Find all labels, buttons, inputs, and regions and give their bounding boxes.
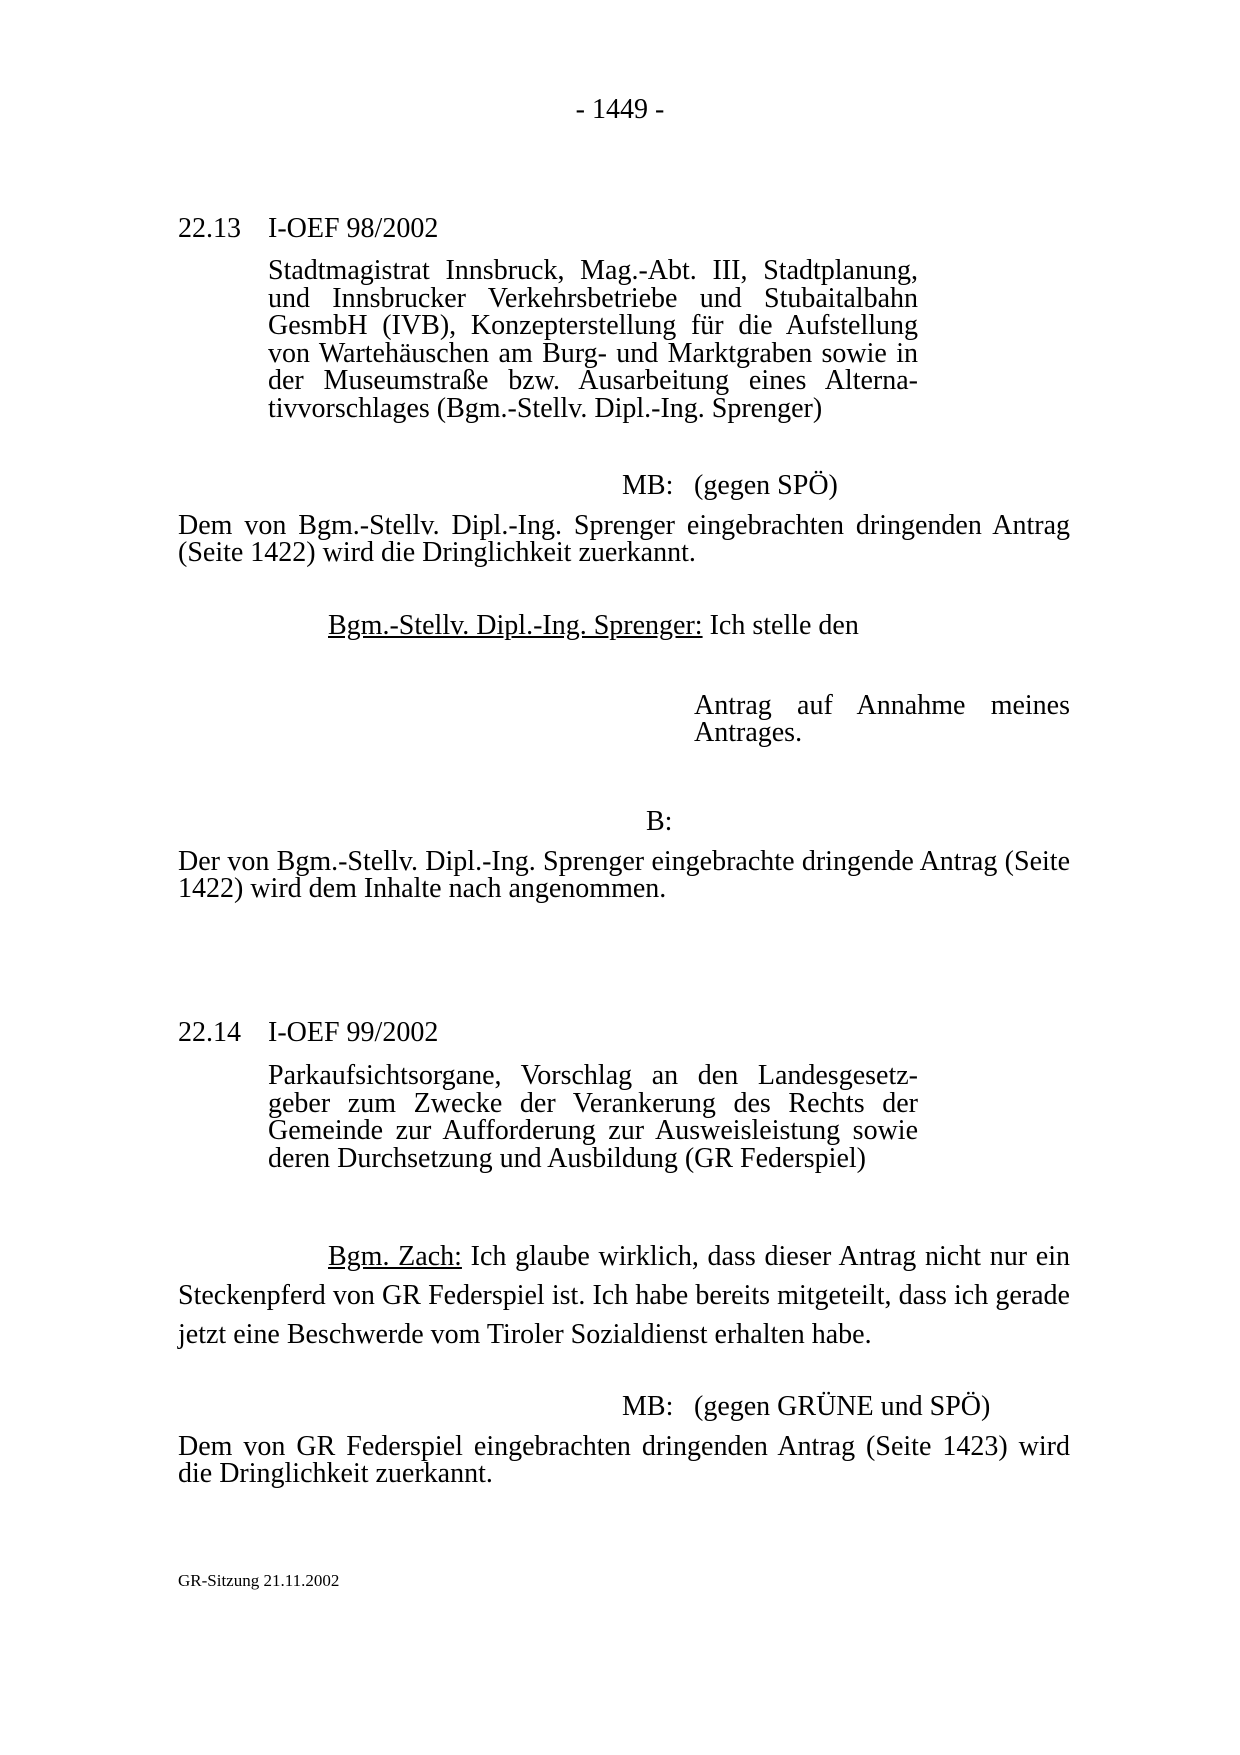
speech-continuation: Antrag auf Annahme meines Antrages. <box>694 690 1070 748</box>
b-label: B: <box>646 806 673 837</box>
footer: GR-Sitzung 21.11.2002 <box>178 1571 340 1590</box>
page-number: - 1449 - <box>575 94 665 125</box>
mb-label: MB: <box>622 1391 674 1422</box>
item-code: I-OEF 99/2002 <box>268 1017 439 1048</box>
speaker-name: Bgm.-Stellv. Dipl.-Ing. Sprenger: <box>328 610 703 641</box>
item-description: Stadtmagistrat Innsbruck, Mag.-Abt. III, Stadtplanung, und Innsbrucker Verkehrsbetriebe und Stubaitalbahn GesmbH (IVB), Konzepterstellung für die Aufstellung von Wartehäuschen am Burg- und Marktgraben sowie in der Museumstraße bzw. Ausarbeitung eines Alternativvorschlages (Bgm.-Stellv. Dipl.-Ing. Sprenger) <box>268 255 918 424</box>
speech-line <box>328 612 859 639</box>
urgency-text: Dem von GR Federspiel eingebrachten dringenden Antrag (Seite 1423) wird die Dringlichkeit zuerkannt. <box>178 1431 1070 1489</box>
mb-label: MB: <box>622 470 674 501</box>
item-description: Parkaufsichtsorgane, Vorschlag an den Landesgesetzgeber zum Zwecke der Verankerung des Rechts der Gemeinde zur Aufforderung zur Ausweisleistung sowie deren Durchsetzung und Ausbildung (GR Federspiel) <box>268 1060 918 1174</box>
item-number: 22.13 <box>178 213 241 244</box>
decision-text: Der von Bgm.-Stellv. Dipl.-Ing. Sprenger eingebrachte dringende Antrag (Seite 1422) wird dem Inhalte nach angenommen. <box>178 846 1070 904</box>
mb-note: (gegen SPÖ) <box>694 470 838 501</box>
urgency-text: Dem von Bgm.-Stellv. Dipl.-Ing. Sprenger eingebrachten dringenden Antrag (Seite 1422) wird die Dringlichkeit zuerkannt. <box>178 510 1070 568</box>
speech-text: Ich stelle den <box>709 610 859 641</box>
speech-paragraph <box>178 1237 1070 1354</box>
speech-text: Ich glaube wirklich, dass dieser Antrag nicht nur ein Steckenpferd von GR Federspiel ist. Ich habe bereits mitgeteilt, dass ich gerade jetzt eine Beschwerde vom Tiroler Sozialdienst erhalten habe. <box>178 1241 1071 1350</box>
item-number: 22.14 <box>178 1017 241 1048</box>
mb-note: (gegen GRÜNE und SPÖ) <box>694 1391 991 1422</box>
speaker-name: Bgm. Zach: <box>328 1241 462 1272</box>
item-code: I-OEF 98/2002 <box>268 213 439 244</box>
